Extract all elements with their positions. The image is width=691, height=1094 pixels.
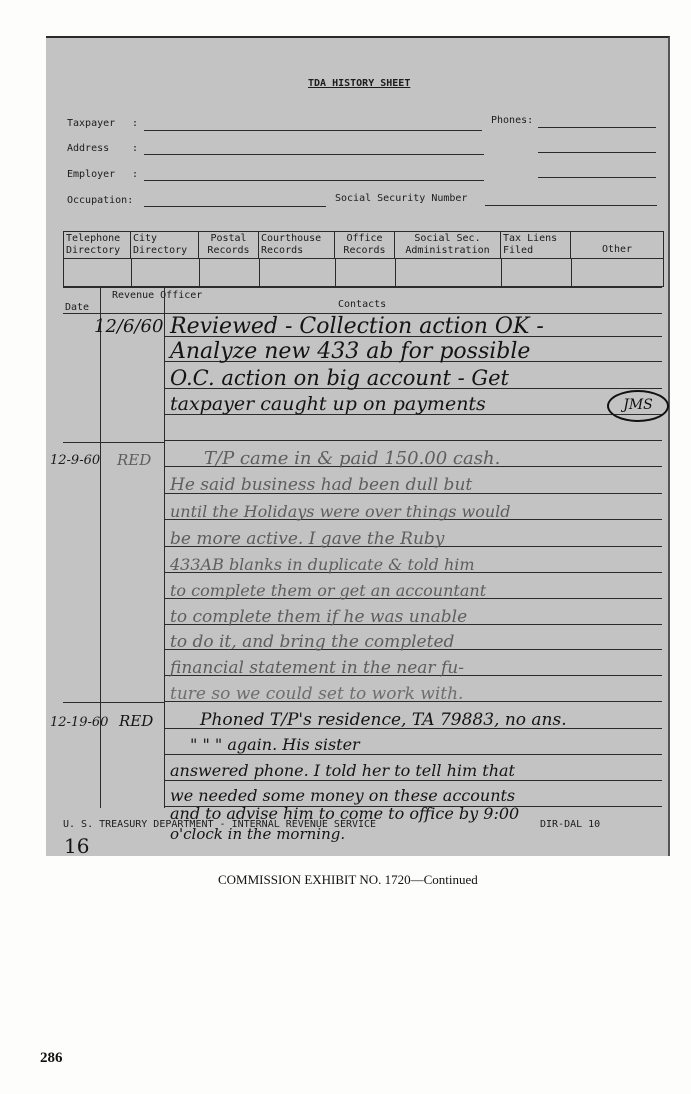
entry-2-line-6: to complete them or get an accountant — [170, 581, 487, 600]
address-line — [144, 154, 484, 155]
form-title: TDA HISTORY SHEET — [308, 78, 411, 89]
source-office-records: Office Records — [335, 232, 395, 259]
ssn-line — [485, 205, 657, 206]
ledger-rule — [164, 780, 662, 781]
entry-separator — [63, 702, 164, 703]
entry-2-line-10: ture so we could set to work with. — [170, 684, 464, 704]
ssn-label: Social Security Number — [335, 193, 468, 204]
address-colon: : — [132, 143, 139, 154]
date-column-divider — [100, 288, 101, 808]
sources-divider — [199, 259, 200, 286]
sources-divider — [131, 259, 132, 286]
entry-1-date: 12/6/60 — [94, 316, 164, 337]
phones-label: Phones: — [491, 115, 534, 126]
entry-3-line-2: " " " again. His sister — [190, 735, 360, 754]
entry-3-line-1: Phoned T/P's residence, TA 79883, no ans. — [200, 710, 567, 730]
entry-1-line-3: O.C. action on big account - Get — [170, 366, 509, 390]
source-other: Other — [601, 244, 633, 255]
form-footer-left: U. S. TREASURY DEPARTMENT - INTERNAL REVENUE SERVICE — [63, 819, 377, 830]
page-number: 286 — [40, 1050, 63, 1066]
address-label: Address — [67, 143, 110, 154]
taxpayer-label: Taxpayer — [67, 118, 116, 129]
employer-label: Employer — [67, 169, 116, 180]
entry-separator — [63, 442, 164, 443]
source-tax-liens-filed: Tax Liens Filed — [501, 232, 571, 259]
entry-3-line-5: and to advise him to come to office by 9:00 — [170, 804, 520, 823]
officer-column-divider — [164, 288, 165, 808]
date-column-header: Date — [65, 302, 90, 313]
sources-divider — [395, 259, 396, 286]
entry-2-line-8: to do it, and bring the completed — [170, 632, 455, 652]
entry-2-line-9: financial statement in the near fu- — [170, 658, 464, 678]
form-footer-right: DIR-DAL 10 — [540, 819, 601, 830]
revenue-label-top: Revenue Officer — [112, 290, 203, 301]
entry-1-line-1: Reviewed - Collection action OK - — [170, 314, 544, 339]
source-postal-records: Postal Records — [199, 232, 259, 259]
exhibit-caption: COMMISSION EXHIBIT NO. 1720—Continued — [218, 872, 478, 887]
entry-2-line-4: be more active. I gave the Ruby — [170, 529, 445, 549]
reviewer-initials-stamp: JMS — [607, 390, 669, 422]
occupation-label: Occupation: — [67, 195, 134, 206]
entry-3-line-6: o'clock in the morning. — [170, 825, 346, 843]
entry-2-officer: RED — [117, 451, 152, 469]
sources-row-divider — [64, 258, 663, 259]
sources-table — [63, 231, 664, 287]
taxpayer-colon: : — [132, 118, 139, 129]
source-telephone-directory: Telephone Directory — [64, 232, 131, 259]
ledger-top-line — [63, 287, 662, 288]
entry-3-line-4: we needed some money on these accounts — [170, 786, 516, 805]
entry-3-line-3: answered phone. I told her to tell him that — [170, 761, 515, 780]
entry-2-line-2: He said business had been dull but — [170, 475, 473, 495]
source-courthouse-records: Courthouse Records — [259, 232, 335, 259]
ledger-rule — [164, 440, 662, 441]
employer-colon: : — [132, 169, 139, 180]
margin-note: 16 — [64, 834, 90, 858]
tda-history-sheet — [46, 36, 670, 856]
sources-divider — [501, 259, 502, 286]
sources-divider — [571, 259, 572, 286]
phones-line-2 — [538, 152, 656, 153]
entry-3-date: 12-19-60 — [50, 715, 109, 730]
contacts-column-header: Contacts — [338, 299, 387, 310]
sources-divider — [335, 259, 336, 286]
entry-1-line-2: Analyze new 433 ab for possible — [170, 339, 531, 364]
entry-2-date: 12-9-60 — [50, 453, 101, 468]
phones-line-3 — [538, 177, 656, 178]
occupation-line — [144, 206, 326, 207]
source-social-sec-administration: Social Sec. Administration — [395, 232, 501, 259]
entry-3-officer: RED — [119, 712, 154, 730]
sources-divider — [259, 259, 260, 286]
entry-2-line-5: 433AB blanks in duplicate & told him — [170, 555, 475, 574]
entry-2-line-7: to complete them if he was unable — [170, 607, 468, 627]
taxpayer-line — [144, 130, 482, 131]
entry-1-line-4: taxpayer caught up on payments — [170, 393, 486, 415]
phones-line-1 — [538, 127, 656, 128]
employer-line — [144, 180, 484, 181]
source-city-directory: City Directory — [131, 232, 199, 259]
entry-2-line-3: until the Holidays were over things would — [170, 502, 511, 521]
entry-2-line-1: T/P came in & paid 150.00 cash. — [204, 448, 501, 469]
ledger-rule — [164, 754, 662, 755]
